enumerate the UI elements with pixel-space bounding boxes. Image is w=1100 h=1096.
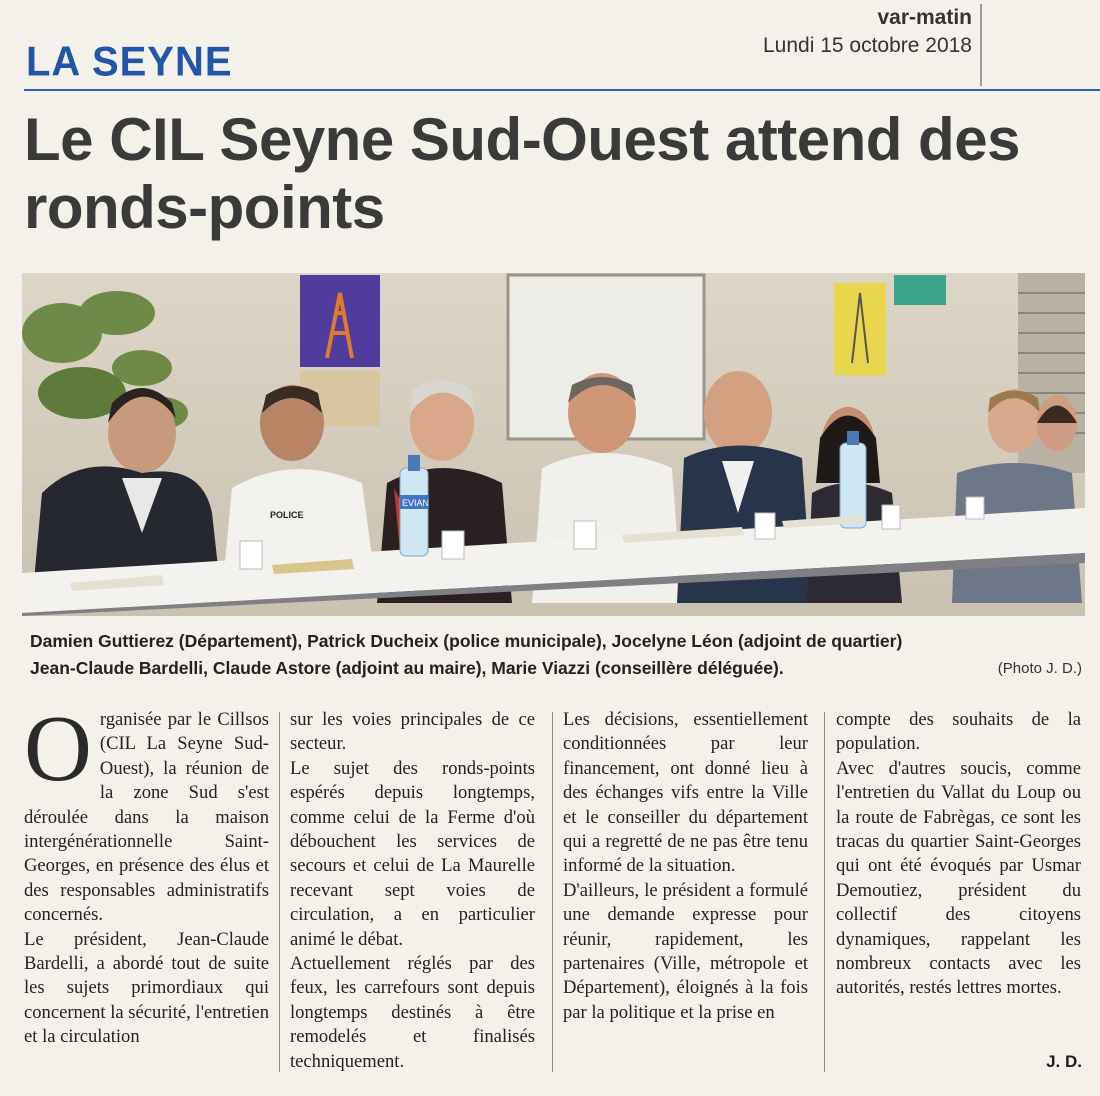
police-badge-text: POLICE bbox=[270, 510, 304, 520]
intro-text: rganisée par le Cillsos (CIL La Seyne Sud-Ouest), la réunion de la zone Sud s'est déroulée dans la maison intergénérationnelle Saint-Georges, en présence des élus et des responsables administratifs concernés. bbox=[24, 709, 269, 926]
article-column-3 bbox=[563, 708, 808, 1025]
paragraph: compte des souhaits de la population. bbox=[836, 709, 1081, 755]
headline: Le CIL Seyne Sud-Ouest attend des ronds-points bbox=[24, 106, 1020, 241]
paragraph: Les décisions, essentiellement conditionnées par leur financement, ont donné lieu à des échanges vifs entre la Ville et le conseiller du département qui a regretté de ne pas être tenu informé de la situation. bbox=[563, 709, 808, 877]
article-column-4 bbox=[836, 708, 1081, 1001]
paragraph: Le président, Jean-Claude Bardelli, a abordé tout de suite les sujets primordiaux qui concernent la sécurité, l'entretien et la circulation bbox=[24, 928, 269, 1048]
column-divider bbox=[552, 712, 553, 1072]
paragraph bbox=[24, 697, 269, 928]
article-column-1 bbox=[24, 697, 269, 1050]
bottle-label: EVIAN bbox=[402, 498, 430, 508]
newspaper-name: var-matin bbox=[877, 6, 972, 29]
masthead bbox=[763, 6, 972, 58]
paragraph: D'ailleurs, le président a formulé une demande expresse pour réunir, rapidement, les partenaires (Ville, métropole et Département), éloignés à la fois par la politique et la prise en bbox=[563, 879, 808, 1023]
publication-date: Lundi 15 octobre 2018 bbox=[762, 34, 972, 57]
caption-line-1: Damien Guttierez (Département), Patrick Ducheix (police municipale), Jocelyne Léon (adjoint de quartier) bbox=[30, 631, 903, 651]
paragraph: Le sujet des ronds-points espérés depuis longtemps, comme celui de la Ferme d'où débouchent les services de secours et celui de La Maurelle recevant sept voies de circulation, a en particulier animé le débat. bbox=[290, 757, 535, 950]
meeting-photo-illustration bbox=[22, 273, 1085, 616]
section-title: LA SEYNE bbox=[26, 38, 233, 86]
article-column-2 bbox=[290, 708, 535, 1074]
column-divider bbox=[824, 712, 825, 1072]
paragraph: Actuellement réglés par des feux, les carrefours sont depuis longtemps destinés à être remodelés et finalisés techniquement. bbox=[290, 953, 535, 1072]
column-divider bbox=[279, 712, 280, 1072]
caption-line-2: Jean-Claude Bardelli, Claude Astore (adjoint au maire), Marie Viazzi (conseillère déléguée). bbox=[30, 658, 784, 678]
drop-cap: O bbox=[24, 697, 92, 801]
person-8 bbox=[1037, 395, 1077, 451]
paragraph: Avec d'autres soucis, comme l'entretien du Vallat du Loup ou la route de Fabrègas, ce sont les tracas du quartier Saint-Georges qui ont été évoqués par Usmar Demoutiez, président du collectif des citoyens dynamiques, rappelant les nombreux contacts avec les autorités, restés lettres mortes. bbox=[836, 757, 1081, 999]
header-rule bbox=[24, 89, 1100, 91]
article-photo bbox=[22, 273, 1085, 616]
author-signature: J. D. bbox=[1046, 1052, 1082, 1071]
photo-credit: (Photo J. D.) bbox=[997, 660, 1082, 677]
masthead-divider bbox=[980, 4, 982, 86]
poster-purple bbox=[300, 275, 380, 367]
paragraph: sur les voies principales de ce secteur. bbox=[290, 709, 535, 755]
photo-caption bbox=[30, 628, 1090, 682]
